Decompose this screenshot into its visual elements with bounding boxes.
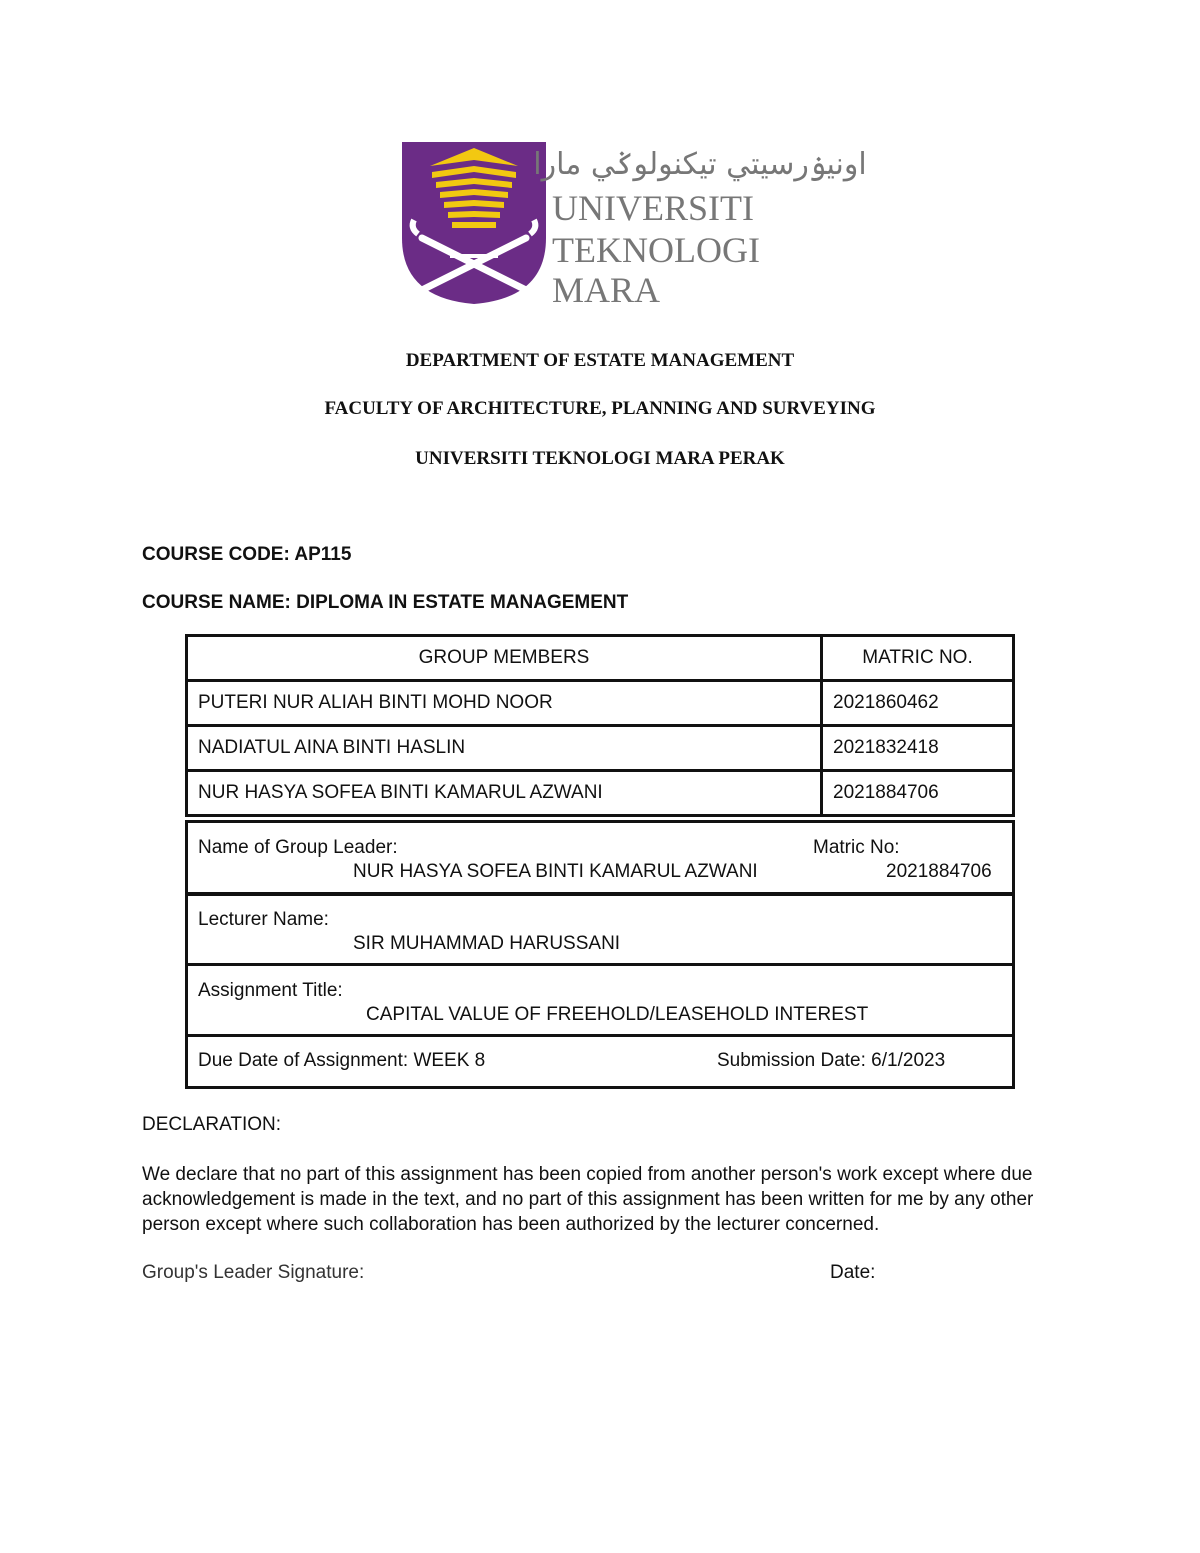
lecturer-name: SIR MUHAMMAD HARUSSANI [353,933,621,954]
logo-name-line2: TEKNOLOGI [552,230,760,270]
lecturer-label: Lecturer Name: [198,909,329,930]
table-row [187,681,1014,726]
assignment-label: Assignment Title: [198,980,343,1001]
course-code: COURSE CODE: AP115 [142,544,352,565]
member-name: NUR HASYA SOFEA BINTI KAMARUL AZWANI [187,771,822,816]
dates-box [185,1034,1015,1089]
member-matric: 2021832418 [822,726,1014,771]
submission-date: Submission Date: 6/1/2023 [717,1050,946,1071]
header-group-members: GROUP MEMBERS [187,636,822,681]
due-date: Due Date of Assignment: WEEK 8 [198,1050,486,1071]
member-name: PUTERI NUR ALIAH BINTI MOHD NOOR [187,681,822,726]
group-leader-box [185,820,1015,896]
table-row [187,726,1014,771]
table-row [187,771,1014,816]
member-name: NADIATUL AINA BINTI HASLIN [187,726,822,771]
leader-matric-label: Matric No: [813,837,900,858]
leader-matric: 2021884706 [886,861,992,882]
assignment-box [185,963,1015,1037]
leader-label: Name of Group Leader: [198,837,398,858]
member-matric: 2021884706 [822,771,1014,816]
signature-label: Group's Leader Signature: [142,1262,365,1283]
department-heading: DEPARTMENT OF ESTATE MANAGEMENT [405,350,795,371]
logo-jawi: اونيۏرسيتي تيكنولوݢي مارا [533,147,867,182]
table-header-row [187,636,1014,681]
logo-name-line3: MARA [552,270,661,310]
header-matric-no: MATRIC NO. [822,636,1014,681]
members-table [185,634,1015,817]
declaration-heading: DECLARATION: [142,1114,282,1135]
campus-heading: UNIVERSITI TEKNOLOGI MARA PERAK [415,448,785,469]
logo-name-line1: UNIVERSITI [552,188,754,228]
date-label: Date: [830,1262,876,1283]
course-name: COURSE NAME: DIPLOMA IN ESTATE MANAGEMENT [142,592,629,613]
declaration-text: We declare that no part of this assignment has been copied from another person's work except where due acknowledgement is made in the text, and no part of this assignment has been written for me by any other person except where such collaboration has been authorized by the lecturer concerned. [142,1164,1034,1235]
assignment-title: CAPITAL VALUE OF FREEHOLD/LEASEHOLD INTEREST [366,1004,869,1025]
uitm-logo [400,138,867,310]
faculty-heading: FACULTY OF ARCHITECTURE, PLANNING AND SURVEYING [324,398,876,419]
leader-name: NUR HASYA SOFEA BINTI KAMARUL AZWANI [353,861,758,882]
member-matric: 2021860462 [822,681,1014,726]
lecturer-box [185,892,1015,966]
